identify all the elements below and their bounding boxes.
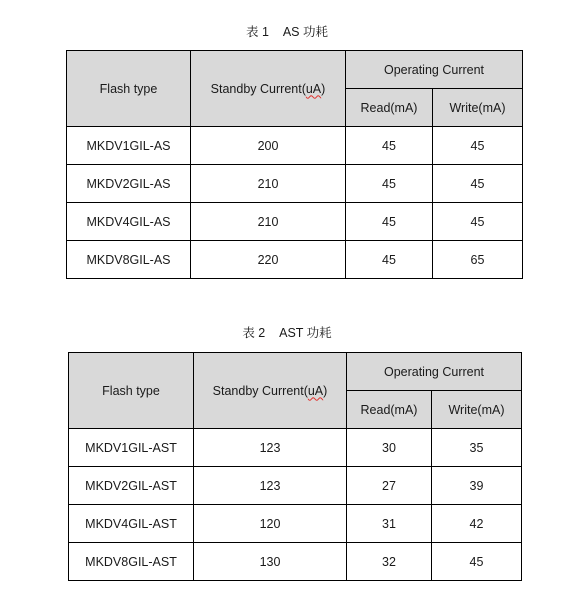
cell-flash-type: MKDV8GIL-AS: [67, 241, 191, 279]
header-operating-current: Operating Current: [346, 51, 523, 89]
table-row: [67, 165, 523, 203]
table-row: [69, 505, 522, 543]
cell-flash-type: MKDV1GIL-AST: [69, 429, 194, 467]
cell-read: 45: [346, 241, 433, 279]
header-write: Write(mA): [432, 391, 522, 429]
cell-write: 42: [432, 505, 522, 543]
cell-flash-type: MKDV8GIL-AST: [69, 543, 194, 581]
cell-read: 45: [346, 165, 433, 203]
standby-unit: uA: [307, 383, 324, 398]
cell-read: 30: [347, 429, 432, 467]
cell-standby: 123: [194, 467, 347, 505]
as-power-table: [66, 50, 523, 279]
header-read: Read(mA): [346, 89, 433, 127]
standby-label-close: ): [323, 383, 328, 398]
cell-write: 45: [433, 203, 523, 241]
cell-standby: 220: [191, 241, 346, 279]
header-standby-current: [194, 353, 347, 429]
cell-standby: 130: [194, 543, 347, 581]
header-standby-current: [191, 51, 346, 127]
standby-label: Standby Current(: [212, 383, 308, 398]
table-row: [67, 241, 523, 279]
cell-read: 45: [346, 127, 433, 165]
cell-standby: 210: [191, 203, 346, 241]
cell-flash-type: MKDV2GIL-AS: [67, 165, 191, 203]
standby-label-close: ): [321, 81, 326, 96]
cell-write: 45: [433, 127, 523, 165]
header-read: Read(mA): [347, 391, 432, 429]
table-2-caption: 表 2 AST 功耗: [242, 326, 332, 340]
cell-standby: 123: [194, 429, 347, 467]
header-flash-type: Flash type: [69, 353, 194, 429]
header-write: Write(mA): [433, 89, 523, 127]
cell-write: 39: [432, 467, 522, 505]
table-row: [67, 203, 523, 241]
header-flash-type: Flash type: [67, 51, 191, 127]
cell-write: 45: [432, 543, 522, 581]
cell-standby: 120: [194, 505, 347, 543]
cell-flash-type: MKDV4GIL-AS: [67, 203, 191, 241]
cell-flash-type: MKDV1GIL-AS: [67, 127, 191, 165]
table-row: [69, 467, 522, 505]
cell-flash-type: MKDV2GIL-AST: [69, 467, 194, 505]
table-row: [67, 127, 523, 165]
cell-read: 27: [347, 467, 432, 505]
cell-read: 45: [346, 203, 433, 241]
standby-unit: uA: [305, 81, 322, 96]
ast-power-table: [68, 352, 522, 581]
cell-read: 32: [347, 543, 432, 581]
table-1-caption: 表 1 AS 功耗: [246, 25, 328, 39]
table-row: [69, 429, 522, 467]
cell-standby: 200: [191, 127, 346, 165]
cell-standby: 210: [191, 165, 346, 203]
cell-flash-type: MKDV4GIL-AST: [69, 505, 194, 543]
cell-write: 35: [432, 429, 522, 467]
header-operating-current: Operating Current: [347, 353, 522, 391]
cell-write: 65: [433, 241, 523, 279]
cell-read: 31: [347, 505, 432, 543]
cell-write: 45: [433, 165, 523, 203]
standby-label: Standby Current(: [210, 81, 306, 96]
table-row: [69, 543, 522, 581]
